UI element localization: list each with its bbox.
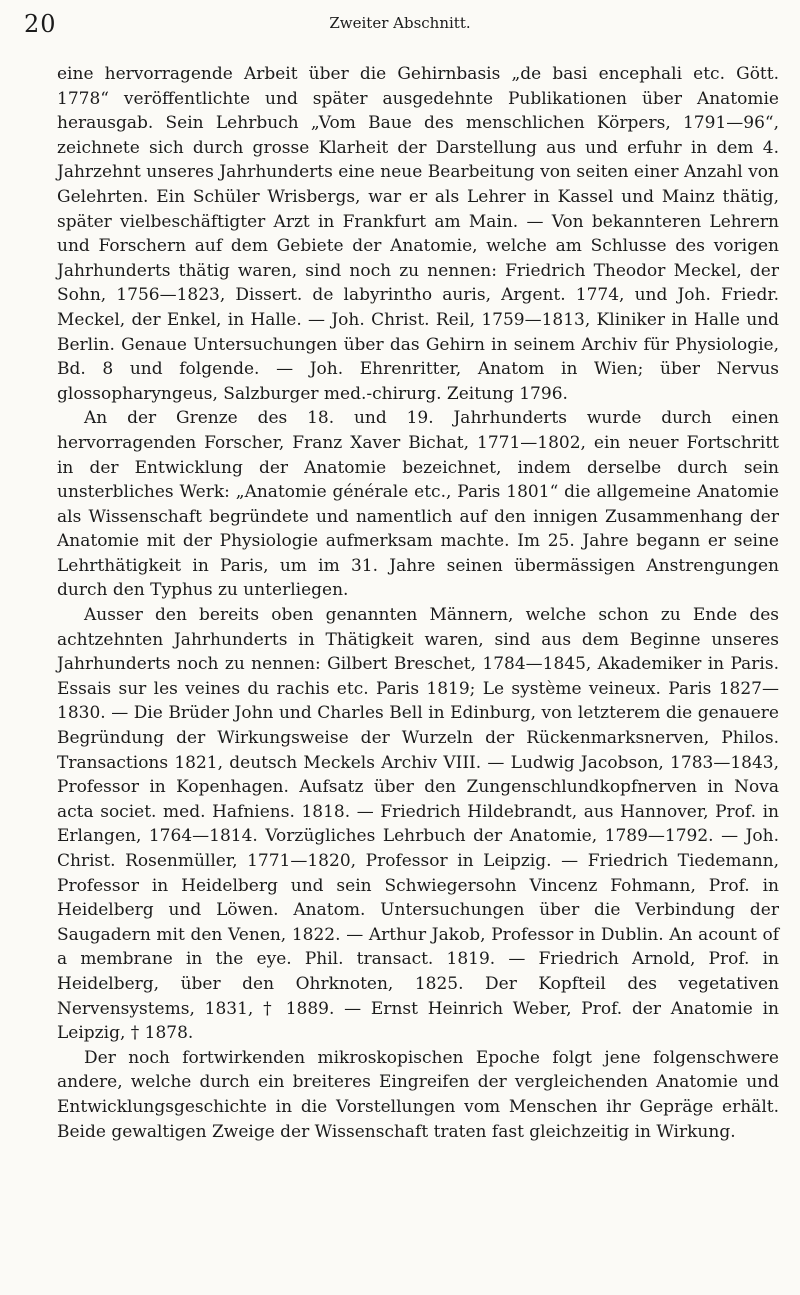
body-text bbox=[57, 62, 779, 1144]
paragraph-4: Der noch fortwirkenden mikroskopischen Epoche folgt jene folgenschwere andere, welche durch ein breiteres Eingreifen der vergleichenden Anatomie und Entwicklungsgeschichte in die Vorstellungen vom Menschen ihr Gepräge erhält. Beide gewaltigen Zweige der Wissenschaft traten fast gleichzeitig in Wirkung. bbox=[57, 1047, 779, 1142]
page-header bbox=[0, 10, 800, 40]
page-number: 20 bbox=[24, 10, 57, 38]
paragraph-2: An der Grenze des 18. und 19. Jahrhunderts wurde durch einen hervorragenden Forscher, Franz Xaver Bichat, 1771—1802, ein neuer Fortschritt in der Entwicklung der Anatomie bezeichnet, indem derselbe durch sein unsterbliches Werk: „Anatomie générale etc., Paris 1801“ die allgemeine Anatomie als Wissenschaft begründete und namentlich auf den innigen Zusammenhang der Anatomie mit der Physiologie aufmerksam machte. Im 25. Jahre begann er seine Lehrthätigkeit in Paris, um im 31. Jahre seinen übermässigen Anstrengungen durch den Typhus zu unterliegen. bbox=[57, 408, 779, 601]
running-head: Zweiter Abschnitt. bbox=[329, 14, 471, 32]
paragraph-1: eine hervorragende Arbeit über die Gehirnbasis „de basi encephali etc. Gött. 1778“ veröffentlichte und später ausgedehnte Publikationen über Anatomie herausgab. Sein Lehrbuch „Vom Baue des menschlichen Körpers, 1791—96“, zeichnete sich durch grosse Klarheit der Darstellung aus und erfuhr in dem 4. Jahrzehnt unseres Jahrhunderts eine neue Bearbeitung von seiten einer Anzahl von Gelehrten. Ein Schüler Wrisbergs, war er als Lehrer in Kassel und Mainz thätig, später vielbeschäftigter Arzt in Frankfurt am Main. — Von bekannteren Lehrern und Forschern auf dem Gebiete der Anatomie, welche am Schlusse des vorigen Jahrhunderts thätig waren, sind noch zu nennen: Friedrich Theodor Meckel, der Sohn, 1756—1823, Dissert. de labyrintho auris, Argent. 1774, und Joh. Friedr. Meckel, der Enkel, in Halle. — Joh. Christ. Reil, 1759—1813, Kliniker in Halle und Berlin. Genaue Untersuchungen über das Gehirn in seinem Archiv für Physiologie, Bd. 8 und folgende. — Joh. Ehrenritter, Anatom in Wien; über Nervus glossopharyngeus, Salzburger med.-chirurg. Zeitung 1796. bbox=[57, 64, 779, 404]
paragraph-3: Ausser den bereits oben genannten Männern, welche schon zu Ende des achtzehnten Jahrhunderts in Thätigkeit waren, sind aus dem Beginne unseres Jahrhunderts noch zu nennen: Gilbert Breschet, 1784—1845, Akademiker in Paris. Essais sur les veines du rachis etc. Paris 1819; Le système veineux. Paris 1827—1830. — Die Brüder John und Charles Bell in Edinburg, von letzterem die genauere Begründung der Wirkungsweise der Wurzeln der Rückenmarksnerven, Philos. Transactions 1821, deutsch Meckels Archiv VIII. — Ludwig Jacobson, 1783—1843, Professor in Kopenhagen. Aufsatz über den Zungenschlundkopfnerven in Nova acta societ. med. Hafniens. 1818. — Friedrich Hildebrandt, aus Hannover, Prof. in Erlangen, 1764—1814. Vorzügliches Lehrbuch der Anatomie, 1789—1792. — Joh. Christ. Rosenmüller, 1771—1820, Professor in Leipzig. — Friedrich Tiedemann, Professor in Heidelberg und sein Schwiegersohn Vincenz Fohmann, Prof. in Heidelberg und Löwen. Anatom. Untersuchungen über die Verbindung der Saugadern mit den Venen, 1822. — Arthur Jakob, Professor in Dublin. An acount of a membrane in the eye. Phil. transact. 1819. — Friedrich Arnold, Prof. in Heidelberg, über den Ohrknoten, 1825. Der Kopfteil des vegetativen Nervensystems, 1831, † 1889. — Ernst Heinrich Weber, Prof. der Anatomie in Leipzig, † 1878. bbox=[57, 605, 779, 1044]
